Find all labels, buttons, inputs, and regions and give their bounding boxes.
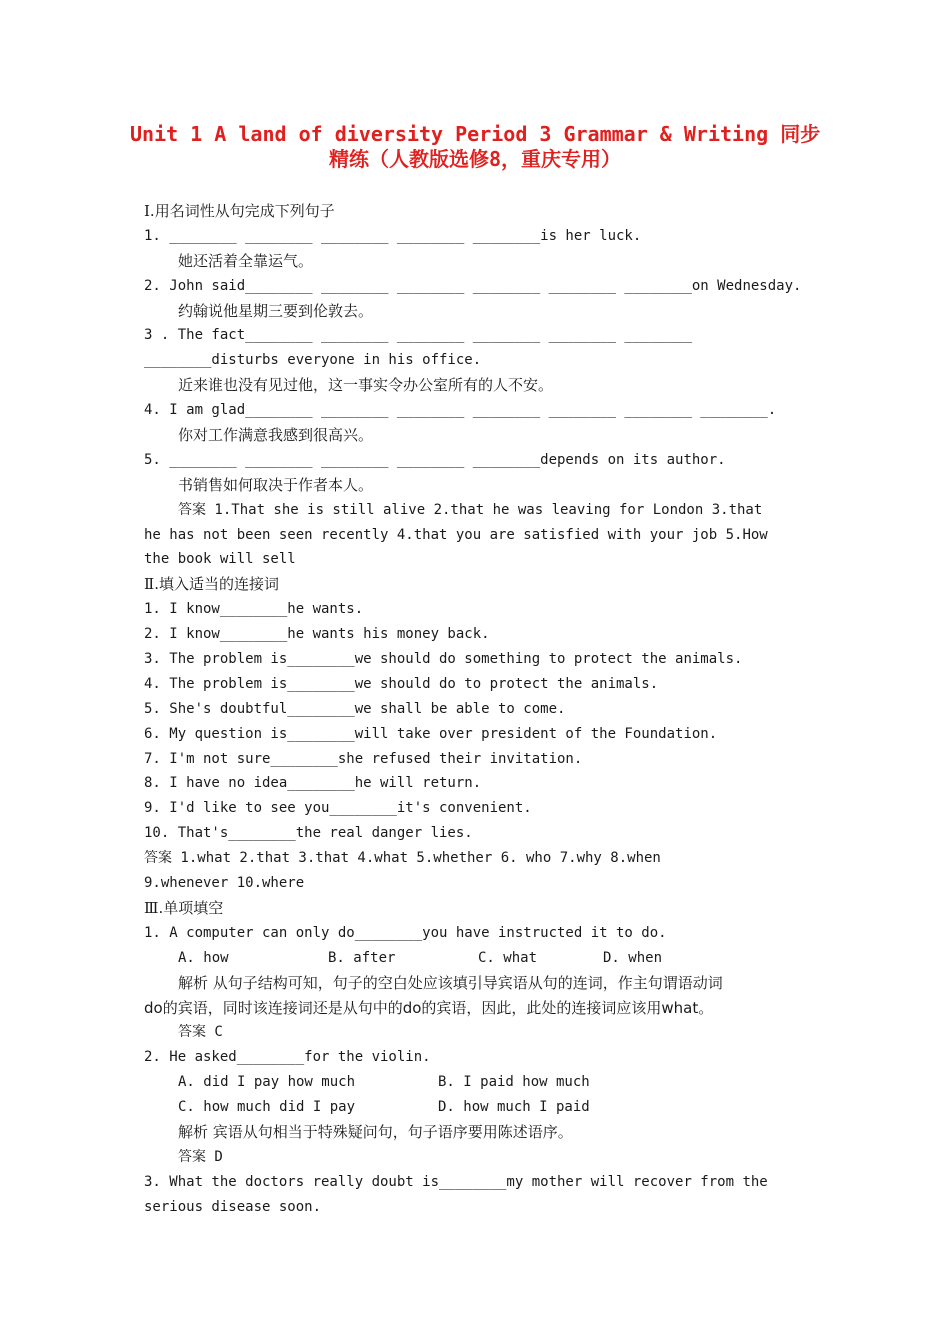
s3-q2-options-row-2: [144, 1095, 806, 1120]
s2-item: 1. I know________he wants.: [144, 601, 364, 618]
s2-item: 6. My question is________will take over president of the Foundation.: [144, 725, 718, 742]
s2-item: 9. I'd like to see you________it's convenient.: [144, 800, 532, 817]
s2-item: 8. I have no idea________he will return.: [144, 775, 482, 792]
s2-item: 5. She's doubtful________we shall be able to come.: [144, 700, 566, 717]
s1-item-5: 5. ________ ________ ________ ________ ________depends on its author.: [144, 451, 726, 468]
s2-item: 2. I know________he wants his money back.: [144, 626, 490, 643]
s1-item-5-cn: 书销售如何取决于作者本人。: [178, 475, 374, 494]
worksheet-body: [144, 199, 806, 1220]
s1-item-2-cn: 约翰说他星期三要到伦敦去。: [178, 301, 374, 320]
option-d: D. when: [603, 949, 663, 966]
s3-q1-options: [144, 946, 806, 971]
s1-answer-line-1: 答案 1.That she is still alive 2.that he was leaving for London 3.that: [178, 501, 763, 518]
section-3-heading: Ⅲ.单项填空: [144, 898, 224, 917]
s1-item-1-cn: 她还活着全靠运气。: [178, 251, 314, 270]
section-2-heading: Ⅱ.填入适当的连接词: [144, 575, 279, 594]
option-c: C. how much did I pay: [178, 1099, 356, 1116]
s1-answer-line-2: he has not been seen recently 4.that you are satisfied with your job 5.How: [144, 526, 768, 543]
option-d: D. how much I paid: [438, 1099, 590, 1116]
option-c: C. what: [478, 949, 538, 966]
s3-q1-analysis-2: do的宾语，同时该连接词还是从句中的do的宾语，因此，此处的连接词应该用what。: [144, 998, 714, 1017]
s2-item: 7. I'm not sure________she refused their invitation.: [144, 750, 583, 767]
option-a: A. did I pay how much: [178, 1074, 356, 1091]
s2-item: 4. The problem is________we should do to protect the animals.: [144, 675, 659, 692]
page-title: [130, 122, 820, 172]
s1-item-4-cn: 你对工作满意我感到很高兴。: [178, 426, 374, 445]
s3-q1-answer: 答案 C: [178, 1024, 223, 1041]
s3-q2-options-row-1: [144, 1070, 806, 1095]
title-line-1: Unit 1 A land of diversity Period 3 Grammar & Writing 同步: [130, 122, 821, 146]
s2-answer-line-2: 9.whenever 10.where: [144, 875, 305, 892]
s1-item-3a: 3 . The fact________ ________ ________ ________ ________ ________: [144, 327, 692, 344]
option-a: A. how: [178, 949, 229, 966]
s2-answer-line-1: 答案 1.what 2.that 3.that 4.what 5.whether 6. who 7.why 8.when: [144, 850, 661, 867]
s3-q2-answer: 答案 D: [178, 1148, 223, 1165]
s1-item-2: 2. John said________ ________ ________ ________ ________ ________on Wednesday.: [144, 277, 802, 294]
option-b: B. after: [328, 949, 396, 966]
s2-item: 10. That's________the real danger lies.: [144, 825, 473, 842]
s3-q2-stem: 2. He asked________for the violin.: [144, 1049, 431, 1066]
s1-answer-line-3: the book will sell: [144, 551, 296, 568]
section-1-heading: Ⅰ.用名词性从句完成下列句子: [144, 202, 335, 220]
s1-item-3-cn: 近来谁也没有见过他，这一事实令办公室所有的人不安。: [178, 376, 554, 395]
s1-item-4: 4. I am glad________ ________ ________ ________ ________ ________ ________.: [144, 402, 777, 419]
s3-q3-stem-1: 3. What the doctors really doubt is________my mother will recover from the: [144, 1173, 768, 1190]
title-line-2: 精练（人教版选修8，重庆专用）: [328, 147, 622, 171]
s3-q1-stem: 1. A computer can only do________you have instructed it to do.: [144, 924, 667, 941]
s1-item-3b: ________disturbs everyone in his office.: [144, 352, 482, 369]
s3-q2-analysis: 解析 宾语从句相当于特殊疑问句，句子语序要用陈述语序。: [178, 1122, 573, 1141]
s2-item: 3. The problem is________we should do something to protect the animals.: [144, 651, 743, 668]
s3-q3-stem-2: serious disease soon.: [144, 1198, 322, 1215]
s3-q1-analysis-1: 解析 从句子结构可知，句子的空白处应该填引导宾语从句的连词，作主句谓语动词: [178, 973, 723, 992]
s1-item-1: 1. ________ ________ ________ ________ ________is her luck.: [144, 227, 642, 244]
option-b: B. I paid how much: [438, 1074, 590, 1091]
